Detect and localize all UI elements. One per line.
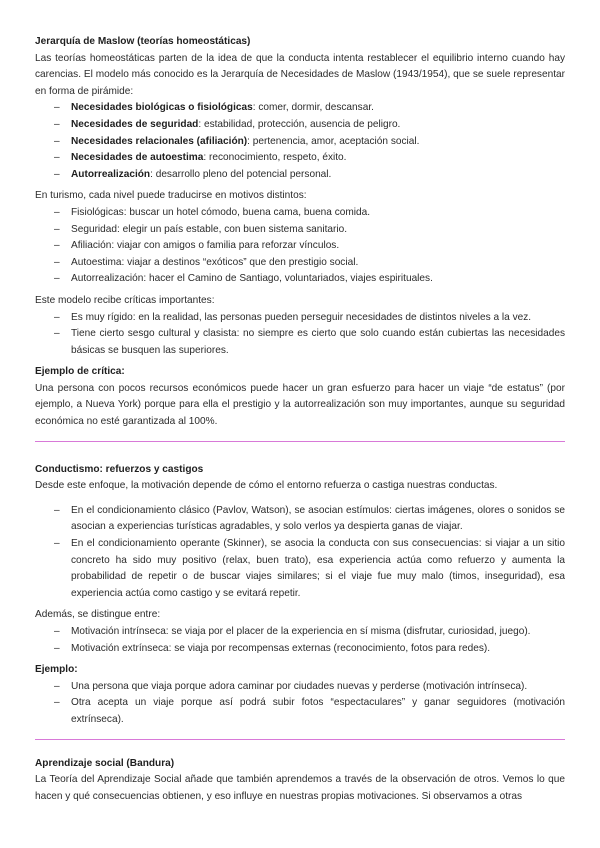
document-page [35, 34, 565, 805]
list-item: – Fisiológicas: buscar un hotel cómodo, buena cama, buena comida. [35, 205, 565, 222]
list-item: – Seguridad: elegir un país estable, con buen sistema sanitario. [35, 222, 565, 239]
bandura-text: La Teoría del Aprendizaje Social añade que también aprendemos a través de la observación de otros. Vemos lo que hacen y qué consecuencias obtienen, y eso influye en nuestras propias motivaciones. Si observamos a otras [35, 774, 565, 802]
dash-bullet: – [54, 102, 60, 114]
dash-bullet: – [54, 168, 60, 180]
dash-bullet: – [54, 626, 60, 637]
list-item: – En el condicionamiento operante (Skinner), se asocia la conducta con sus consecuencias: si viajar a un sitio concreto ha sido muy positivo (relax, buen trato), esa experiencia actúa como refuerzo y aumenta la probabilidad de repetir o de buscar viajes similares; si el viaje fue muy malo (timos, inseguridad), esa experiencia actúa como castigo y se evitará repetir. [54, 538, 565, 599]
tourism-list [35, 205, 565, 288]
need-desc: : reconocimiento, respeto, éxito. [203, 152, 347, 164]
example-critique-title: Ejemplo de crítica: [35, 366, 125, 378]
list-item: – Otra acepta un viaje porque así podrá subir fotos “espectaculares” y ganar seguidores (motivación extrínseca). [54, 697, 565, 725]
list-item: – En el condicionamiento clásico (Pavlov, Watson), se asocian estímulos: ciertas imágenes, olores o sonidos se asocian a experiencias turísticas agradables, y solo verlos ya despierta ganas de viajar. [54, 504, 565, 533]
list-item [35, 117, 565, 134]
list-item: – Autorrealización: hacer el Camino de Santiago, voluntariados, viajes espirituales. [35, 271, 565, 288]
list-item [35, 134, 565, 151]
tourism-intro: En turismo, cada nivel puede traducirse en motivos distintos: [35, 190, 307, 202]
list-item [35, 150, 565, 167]
dash-bullet: – [54, 311, 60, 323]
dash-bullet: – [54, 697, 60, 709]
list-item: – Una persona que viaja porque adora caminar por ciudades nuevas y perderse (motivación intrínseca). [35, 679, 565, 696]
conductismo-intro: Desde este enfoque, la motivación depende de cómo el entorno refuerza o castiga nuestras conductas. [35, 480, 498, 492]
example-list [35, 679, 565, 729]
maslow-needs-list [35, 100, 565, 183]
dash-bullet: – [54, 206, 60, 218]
dash-bullet: – [54, 680, 60, 692]
example-critique-text: Una persona con pocos recursos económicos puede hacer un gran esfuerzo para hacer un viaje “de estatus” (por ejemplo, a Nueva York) porque para ella el prestigio y la autorrealización son muy importantes, aunque su seguridad económica no esté garantizada al 100%. [35, 382, 565, 428]
list-item [35, 167, 565, 184]
section-divider [35, 739, 565, 740]
distinguish-list [35, 624, 565, 657]
dash-bullet: – [54, 273, 60, 285]
need-term: Necesidades relacionales (afiliación) [71, 135, 248, 147]
dash-bullet: – [54, 256, 60, 268]
need-term: Necesidades de autoestima [71, 152, 204, 164]
dash-bullet: – [54, 118, 60, 130]
need-term: Necesidades biológicas o fisiológicas [71, 102, 253, 114]
list-item: – Tiene cierto sesgo cultural y clasista: no siempre es cierto que solo cuando están cubiertas las necesidades básicas se busquen las superiores. [54, 328, 565, 356]
distinguish-intro: Además, se distingue entre: [35, 609, 161, 621]
dash-bullet: – [54, 538, 60, 550]
maslow-intro: Las teorías homeostáticas parten de la idea de que la conducta intenta restablecer el equilibrio interno cuando hay carencias. El modelo más conocido es la Jerarquía de Necesidades de Maslow (1943/1954), que se suele representar en forma de pirámide: [35, 52, 565, 97]
list-item: – Motivación intrínseca: se viaja por el placer de la experiencia en sí misma (disfrutar, curiosidad, juego). [35, 624, 565, 641]
dash-bullet: – [54, 152, 60, 164]
section-divider [35, 441, 565, 442]
need-desc: : desarrollo pleno del potencial personal. [150, 168, 332, 180]
need-term: Necesidades de seguridad [71, 118, 199, 130]
dash-bullet: – [54, 642, 60, 654]
example-title: Ejemplo: [35, 664, 78, 676]
critique-list [35, 310, 565, 360]
need-desc: : pertenencia, amor, aceptación social. [247, 135, 420, 147]
list-item: – Motivación extrínseca: se viaja por recompensas externas (reconocimiento, fotos para redes). [35, 641, 565, 658]
dash-bullet: – [54, 328, 60, 340]
list-item [35, 100, 565, 117]
section-title-bandura: Aprendizaje social (Bandura) [35, 757, 175, 769]
list-item: – Afiliación: viajar con amigos o familia para reforzar vínculos. [35, 238, 565, 255]
critique-intro: Este modelo recibe críticas importantes: [35, 294, 215, 306]
list-item: – Autoestima: viajar a destinos “exóticos” que den prestigio social. [35, 255, 565, 272]
conductismo-list [35, 503, 565, 603]
list-item: – Es muy rígido: en la realidad, las personas pueden perseguir necesidades de distintos niveles a la vez. [35, 310, 565, 327]
section-title-maslow: Jerarquía de Maslow (teorías homeostáticas) [35, 36, 251, 47]
need-desc: : estabilidad, protección, ausencia de peligro. [198, 118, 401, 130]
dash-bullet: – [54, 223, 60, 235]
dash-bullet: – [54, 504, 60, 516]
dash-bullet: – [54, 240, 60, 252]
need-term: Autorrealización [71, 168, 151, 180]
need-desc: : comer, dormir, descansar. [252, 102, 374, 114]
section-title-conductismo: Conductismo: refuerzos y castigos [35, 463, 204, 475]
dash-bullet: – [54, 135, 60, 147]
